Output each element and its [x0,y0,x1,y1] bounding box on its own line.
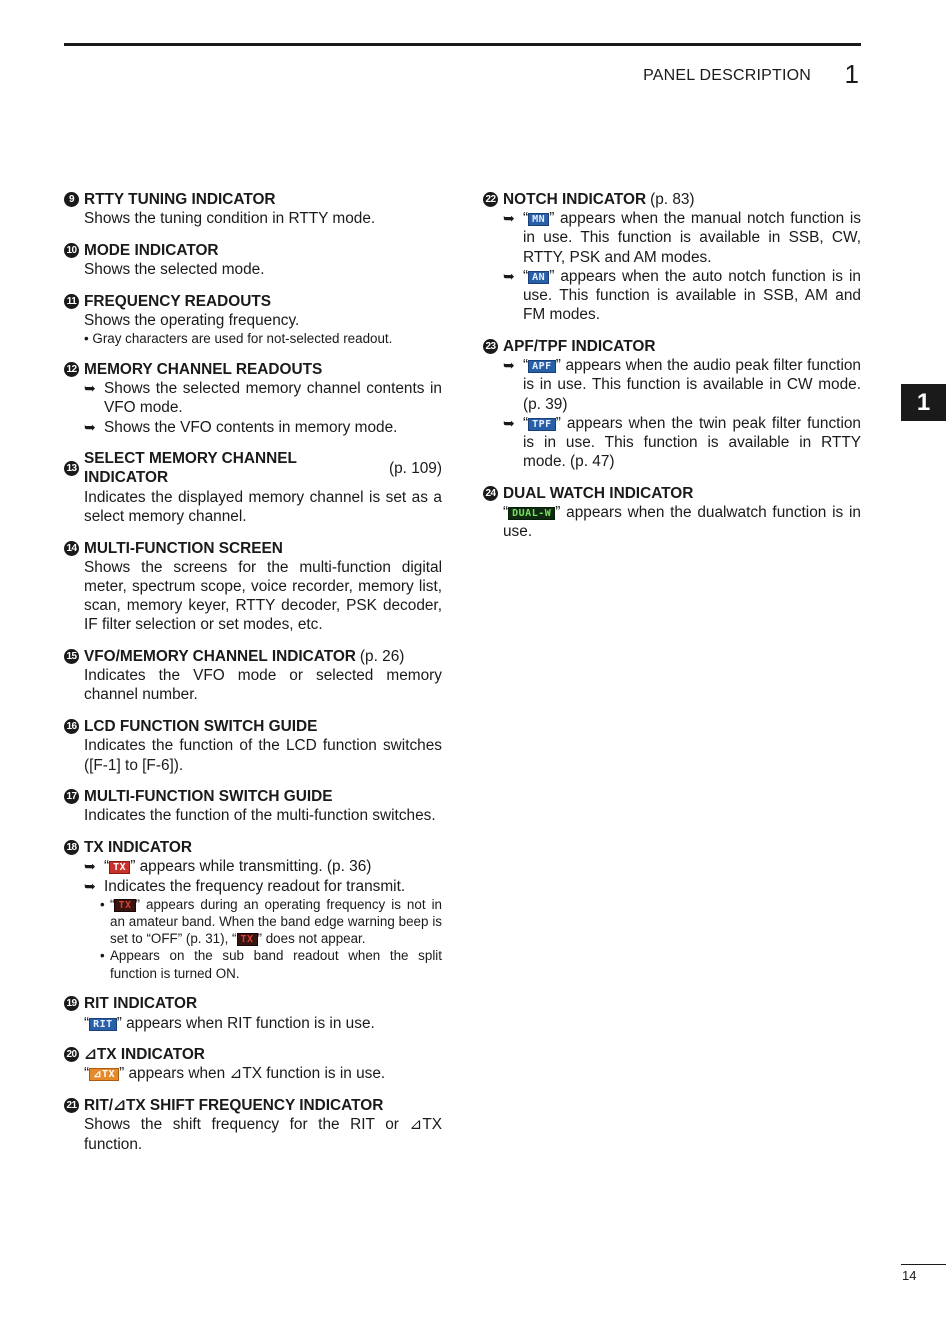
item-number-icon: 13 [64,461,79,476]
item-title: VFO/MEMORY CHANNEL INDICATOR [84,648,356,666]
page-reference: (p. 83) [650,191,695,208]
item-bullet: Shows the VFO contents in memory mode. [104,418,398,436]
item-title: MULTI-FUNCTION SCREEN [84,539,283,557]
item-description: Indicates the displayed memory channel is set as a select memory channel. [84,488,442,525]
item-multi-function-screen [64,539,442,635]
item-mode-indicator [64,241,442,279]
arrow-icon: ➥ [503,357,515,374]
item-description: Indicates the function of the LCD function switches ([F-1] to [F-6]). [84,737,442,774]
item-number-icon: 23 [483,339,498,354]
item-number-icon: 24 [483,486,498,501]
item-number-icon: 11 [64,294,79,309]
item-number-icon: 15 [64,649,79,664]
item-title: MEMORY CHANNEL READOUTS [84,360,323,378]
item-delta-tx-indicator: 20 ⊿TX INDICATOR “ ⊿TX ” appears when ⊿TX function is in use. [64,1045,442,1083]
item-number-icon: 18 [64,840,79,855]
item-title: LCD FUNCTION SWITCH GUIDE [84,718,318,736]
right-column [483,190,861,554]
arrow-icon: ➥ [84,418,96,435]
item-number-icon: 12 [64,362,79,377]
item-note: ” appears during an operating frequency is not in an amateur band. When the band edge warning beep is set to “OFF” (p. 31), “ [110,896,442,947]
arrow-icon: ➥ [503,267,515,284]
item-number-icon: 14 [64,541,79,556]
chapter-side-tab: 1 [901,384,946,421]
item-frequency-readouts [64,292,442,348]
item-bullet: ” appears when the audio peak filter function is in use. This function is available in CW mode. (p. 39) [523,357,861,413]
item-multi-function-switch-guide [64,787,442,825]
item-title: FREQUENCY READOUTS [84,292,271,310]
item-description: ” appears when ⊿TX function is in use. [119,1065,386,1083]
dual-watch-badge: DUAL-W [508,507,555,520]
item-number-icon: 22 [483,192,498,207]
delta-tx-badge: ⊿TX [89,1068,119,1081]
item-title: TX INDICATOR [84,839,193,857]
rit-badge: RIT [89,1018,117,1031]
item-dual-watch-indicator: 24 DUAL WATCH INDICATOR “ DUAL-W ” appears when the dualwatch function is in use. [483,484,861,542]
item-number-icon: 21 [64,1098,79,1113]
arrow-icon: ➥ [84,877,96,894]
item-rit-delta-tx-shift-frequency-indicator [64,1096,442,1154]
item-description: Indicates the VFO mode or selected memory channel number. [84,667,442,704]
item-title: RIT/⊿TX SHIFT FREQUENCY INDICATOR [84,1097,384,1115]
arrow-icon: ➥ [503,414,515,431]
item-apf-tpf-indicator: 23 APF/TPF INDICATOR ➥ “ APF ” appears when the audio peak filter function is in use. This function is available in CW mode. (p. 39) ➥ “ TPF ” appears when the twin peak filter function is in use. This function is available in RTTY mode. (p. 47) [483,337,861,471]
item-number-icon: 9 [64,192,79,207]
item-bullet: ” appears while transmitting. (p. 36) [130,858,372,876]
item-title: RIT INDICATOR [84,995,198,1013]
item-description: Shows the operating frequency. [84,312,300,330]
item-tx-indicator: 18 TX INDICATOR ➥ “ TX ” appears while transmitting. (p. 36) ➥ Indicates the frequency readout for transmit. • “ TX ” appears during an operating frequency is not in an amateur band. When the band edge warning beep is set to “OFF” (p. 31), “ TX ” does not appear. • Appears on the sub band readout when the split function is turned ON. [64,838,442,982]
mn-badge: MN [528,213,549,226]
item-vfo-memory-channel-indicator [64,647,442,705]
item-number-icon: 16 [64,719,79,734]
item-bullet: ” appears when the auto notch function is in use. This function is available in SSB, AM and FM modes. [523,267,861,324]
section-title: PANEL DESCRIPTION [643,67,811,84]
tx-badge: TX [109,861,130,874]
page-number: 14 [902,1268,917,1283]
item-number-icon: 19 [64,996,79,1011]
item-rtty-tuning-indicator [64,190,442,228]
tx-dark-badge: TX [114,899,135,912]
an-badge: AN [528,271,549,284]
item-number-icon: 10 [64,243,79,258]
left-column [64,190,442,1166]
item-description: Indicates the function of the multi-function switches. [84,807,436,825]
arrow-icon: ➥ [503,210,515,227]
item-note: • Gray characters are used for not-selected readout. [84,331,393,347]
item-memory-channel-readouts [64,360,442,437]
arrow-icon: ➥ [84,858,96,875]
item-select-memory-channel-indicator [64,449,442,526]
page-reference: (p. 26) [359,648,405,666]
tpf-badge: TPF [528,418,556,431]
item-title: RTTY TUNING INDICATOR [84,191,276,208]
item-number-icon: 20 [64,1047,79,1062]
item-title: MULTI-FUNCTION SWITCH GUIDE [84,788,333,806]
item-note: Appears on the sub band readout when the split function is turned ON. [110,948,442,981]
item-note: ” does not appear. [257,931,366,947]
footer-rule [901,1264,946,1265]
item-description: ” appears when RIT function is in use. [116,1014,375,1032]
item-description: Shows the tuning condition in RTTY mode. [84,210,376,228]
header-rule [64,43,861,46]
item-title: NOTCH INDICATOR [503,191,647,208]
item-description: ” appears when the dualwatch function is in use. [503,504,861,541]
item-title: SELECT MEMORY CHANNEL INDICATOR [84,450,297,487]
item-bullet: ” appears when the twin peak filter function is in use. This function is available in RTTY mode. (p. 47) [523,414,861,471]
item-number-icon: 17 [64,789,79,804]
item-title: APF/TPF INDICATOR [503,337,656,355]
page-reference: (p. 109) [388,459,442,477]
apf-badge: APF [528,360,556,373]
item-title: DUAL WATCH INDICATOR [503,484,694,502]
item-rit-indicator: 19 RIT INDICATOR “ RIT ” appears when RIT function is in use. [64,994,442,1032]
tx-dark-badge: TX [237,933,258,946]
item-lcd-function-switch-guide [64,717,442,775]
item-description: Shows the selected mode. [84,261,265,279]
item-description: Shows the screens for the multi-function digital meter, spectrum scope, voice recorder, memory list, scan, memory keyer, RTTY decoder, PSK decoder, IF filter selection or set modes, etc. [84,558,442,634]
item-title: ⊿TX INDICATOR [84,1046,205,1064]
item-bullet: Indicates the frequency readout for transmit. [104,877,406,895]
item-bullet: Shows the selected memory channel contents in VFO mode. [104,380,442,417]
chapter-number: 1 [844,59,859,89]
item-description: Shows the shift frequency for the RIT or ⊿TX function. [84,1116,442,1153]
arrow-icon: ➥ [84,380,96,397]
item-bullet: ” appears when the manual notch function is in use. This function is available in SSB, CW, RTTY, PSK and AM modes. [523,210,861,266]
item-title: MODE INDICATOR [84,241,219,259]
item-notch-indicator: 22 NOTCH INDICATOR (p. 83) ➥ “ MN ” appears when the manual notch function is in use. This function is available in SSB, CW, RTTY, PSK and AM modes. ➥ “ AN ” appears when the auto notch function is in use. This function is available in SSB, AM and FM modes. [483,190,861,324]
